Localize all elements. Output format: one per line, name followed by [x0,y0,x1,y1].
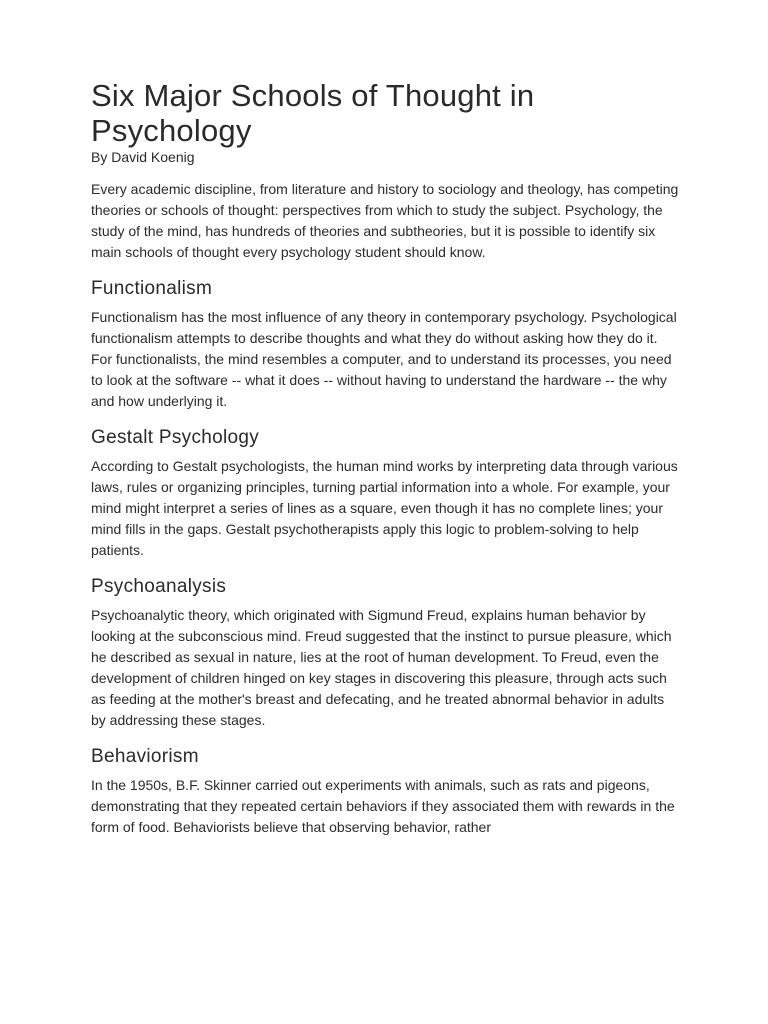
section-body: According to Gestalt psychologists, the human mind works by interpreting data through various laws, rules or organizing principles, turning partial information into a whole. For example, your mind might interpret a series of lines as a square, even though it has no complete lines; your mind fills in the gaps. Gestalt psychotherapists apply this logic to problem-solving to help patients. [91,458,678,558]
section-heading: Functionalism [91,278,213,299]
document-page [91,78,681,838]
document-author: By David Koenig [91,149,195,165]
intro-paragraph: Every academic discipline, from literature and history to sociology and theology, has competing theories or schools of thought: perspectives from which to study the subject. Psychology, the study of the mind, has hundreds of theories and subtheories, but it is possible to identify six main schools of thought every psychology student should know. [91,181,679,260]
section-functionalism [91,277,681,412]
section-gestalt-psychology [91,426,681,561]
section-body: In the 1950s, B.F. Skinner carried out experiments with animals, such as rats and pigeons, demonstrating that they repeated certain behaviors if they associated them with rewards in the form of food. Behaviorists believe that observing behavior, rather [91,777,675,835]
section-body: Psychoanalytic theory, which originated with Sigmund Freud, explains human behavior by looking at the subconscious mind. Freud suggested that the instinct to pursue pleasure, which he described as sexual in nature, lies at the root of human development. To Freud, even the development of children hinged on key stages in discovering this pleasure, through acts such as feeding at the mother's breast and defecating, and he treated abnormal behavior in adults by addressing these stages. [91,607,672,728]
document-title: Six Major Schools of Thought in Psychology [91,78,535,148]
section-body: Functionalism has the most influence of any theory in contemporary psychology. Psychological functionalism attempts to describe thoughts and what they do without asking how they do it. For functionalists, the mind resembles a computer, and to understand its processes, you need to look at the software -- what it does -- without having to understand the hardware -- the why and how underlying it. [91,309,677,409]
section-heading: Behaviorism [91,746,199,767]
section-heading: Gestalt Psychology [91,427,260,448]
section-heading: Psychoanalysis [91,576,227,597]
section-psychoanalysis [91,575,681,731]
section-behaviorism [91,745,681,838]
